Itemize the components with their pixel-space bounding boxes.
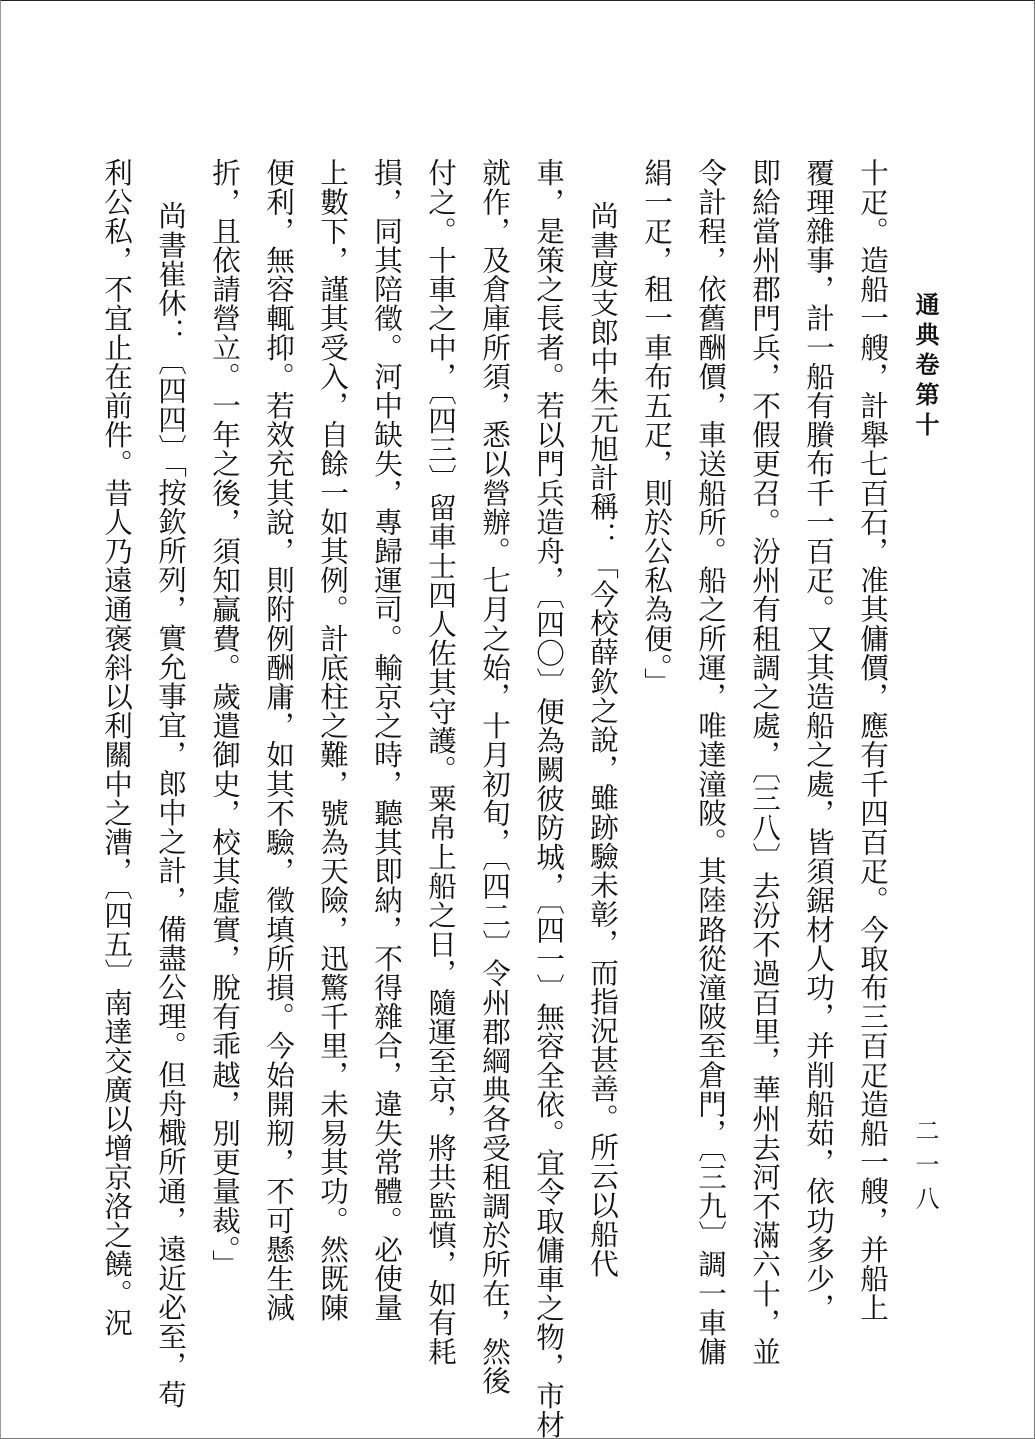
text-column-10: 損，同其陪徵。河中缺失，專歸運司。輸京之時，聽其即納，不得雜合，違失常體。必使量 — [370, 158, 404, 1322]
text-column-5: 絹一疋，租一車布五疋，則於公私為便。」 — [640, 158, 674, 697]
text-column-13: 折，且依請營立。一年之後，須知贏費。歲遣御史，校其虛實，脫有乖越，別更量裁。」 — [208, 158, 242, 1279]
text-column-7: 車，是策之長者。若以門兵造舟，〔四〇〕便為闕彼防城，〔四一〕無容全依。宜令取傭車之物，市材 — [532, 158, 566, 1439]
text-column-12: 便利，無容輒抑。若效充其說，則附例酬庸，如其不驗，徵填所損。今始開剏，不可懸生減 — [262, 158, 296, 1322]
text-column-2: 覆理雜事，計一船有賸布千一百疋。又其造船之處，皆須鋸材人功，并削船茹，依功多少， — [802, 158, 836, 1322]
text-column-4: 令計程，依舊酬價，車送船所。船之所運，唯達潼陂。其陸路從潼陂至倉門，〔三九〕調一車傭 — [694, 158, 728, 1366]
page-number: 二一八 — [911, 1118, 939, 1220]
text-column-6: 尚書度支郎中朱元旭計稱：「今校薛欽之說，雖跡驗未彰，而指況甚善。所云以船代 — [586, 201, 620, 1278]
text-column-15: 利公私，不宜止在前件。昔人乃遠通褒斜以利關中之漕，〔四五〕南達交廣以增京洛之饒。況 — [100, 158, 134, 1337]
running-head: 通典卷第十 — [911, 292, 940, 442]
body-text — [100, 158, 900, 1439]
text-column-11: 上數下，謹其受入，自餘一如其例。計底柱之難，號為天險，迅驚千里，未易其功。然既陳 — [316, 158, 350, 1322]
text-column-9: 付之。十車之中，〔四三〕留車士四人佐其守護。粟帛上船之日，隨運至京，將共監慎，如有耗 — [424, 158, 458, 1366]
text-column-8: 就作，及倉庫所須，悉以營辦。七月之始，十月初旬，〔四二〕令州郡綱典各受租調於所在，然後 — [478, 158, 512, 1395]
text-column-3: 即給當州郡門兵，不假更召。汾州有租調之處，〔三八〕去汾不過百里，華州去河不滿六十，並 — [748, 158, 782, 1366]
text-column-14: 尚書崔休：〔四四〕「按欽所列，實允事宜，郎中之計，備盡公理。但舟檝所通，遠近必至，苟 — [154, 201, 188, 1409]
text-column-1: 十疋。造船一艘，計舉七百石，准其傭價，應有千四百疋。今取布三百疋造船一艘，并船上 — [856, 158, 890, 1322]
